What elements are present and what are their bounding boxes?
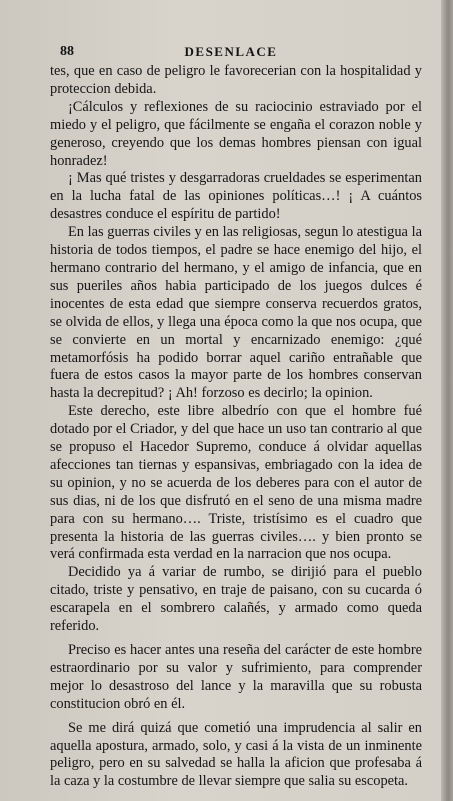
paragraph: Se me dirá quizá que cometió una imprudencia al salir en aquella apostura, armado, solo, y casi á la vista de un inminente peligro, pero en su salvedad se halla la aficion que profesaba á la caza y la costumbre de llevar siempre que salia su escopeta. [50, 719, 422, 790]
paragraph: tes, que en caso de peligro le favorecerian con la hospitalidad y proteccion debida. [50, 63, 422, 97]
paragraph: ¡Cálculos y reflexiones de su raciocinio estraviado por el miedo y el peligro, que fácilmente se engaña el corazon noble y generoso, creyendo que los demas hombres piensan con igual honradez! [50, 98, 422, 169]
paragraph: En las guerras civiles y en las religiosas, segun lo atestigua la historia de todos tiempos, el padre se hace enemigo del hijo, el hermano contrario del hermano, y el amigo de infancia, que en sus pueriles años habia participado de los juegos dulces é inocentes de esta edad que siempre conserva recuerdos gratos, se olvida de ellos, y llega una época como la que nos ocupa, que se convierte en un mortal y encarnizado enemigo: ¿qué metamorfósis ha podido borrar aquel cariño entrañable que fuera de estos casos la mayor parte de los hombres conservan hasta la decrepitud? ¡ Ah! forzoso es decirlo; la opinion. [50, 224, 422, 402]
paragraph: ¡ Mas qué tristes y desgarradoras crueldades se esperimentan en la lucha fatal de las opiniones políticas…! ¡ A cuántos desastres conduce el espíritu de partido! [50, 170, 422, 223]
page-header [46, 44, 416, 62]
page-gutter [441, 0, 453, 801]
paragraph: Este derecho, este libre albedrío con que el hombre fué dotado por el Criador, y del que hace un uso tan contrario al que se propuso el Hacedor Supremo, conduce á olvidar aquellas afecciones tan tiernas y espansivas, embriagado con la idea de su opinion, y no se acuerda de los deberes para con el autor de sus dias, ni de los que disfrutó en el seno de una misma madre para con su hermano…. Triste, tristísimo es el cuadro que presenta la historia de las guerras civiles…. y bien pronto se verá confirmada esta verdad en la narracion que nos ocupa. [50, 403, 422, 563]
paragraph: Decidido ya á variar de rumbo, se dirijió para el pueblo citado, triste y pensativo, en traje de paisano, con su cucarda ó escarapela en el sombrero calañés, y armado como queda referido. [50, 564, 422, 635]
page-number: 88 [60, 44, 74, 59]
running-title: DESENLACE [184, 44, 278, 59]
body-text [50, 63, 422, 791]
paragraph: Preciso es hacer antes una reseña del carácter de este hombre estraordinario por su valor y sufrimiento, para comprender mejor lo desastroso del lance y la maravilla que su robusta constitucion obró en él. [50, 642, 422, 712]
